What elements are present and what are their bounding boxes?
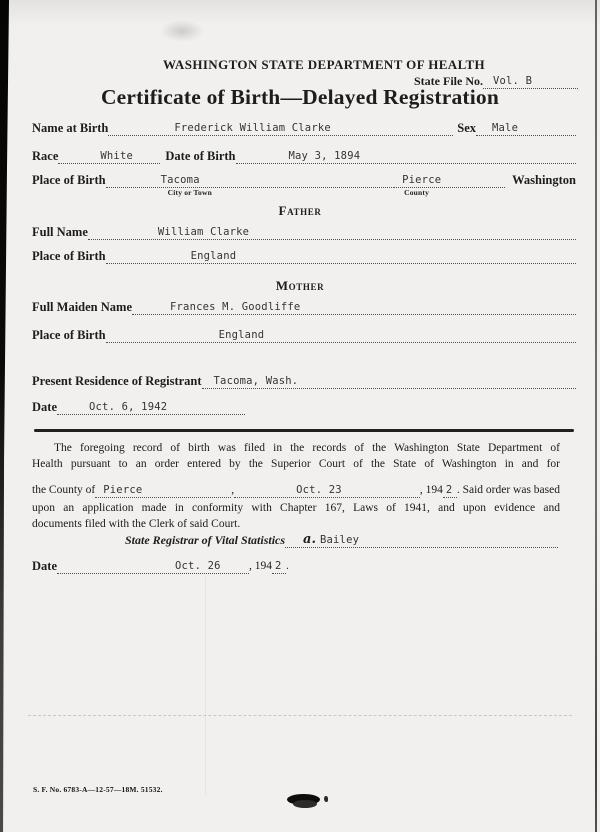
scan-edge-left-bar [0,0,9,832]
place-city-value: Tacoma [160,173,200,186]
name-at-birth-value: Frederick William Clarke [174,121,331,134]
mother-place-of-birth-blank [106,330,576,344]
certification-date-value: Oct. 26 [175,559,221,572]
mother-maiden-name-blank [132,302,576,316]
race-dob-row [32,143,576,164]
year-digit-blank [443,485,457,499]
after-year-text: . Said order was based [456,483,560,496]
filing-paragraph-2 [32,500,560,532]
father-section-heading: Father [278,203,322,218]
year-printed: , 194 [419,483,443,496]
race-label: Race [32,148,59,163]
mother-maiden-name-value: Frances M. Goodliffe [170,300,301,313]
state-file-value: Vol. B [492,74,533,87]
place-state-label: Washington [512,172,576,187]
mother-name-row [32,294,576,315]
section-divider-rule [34,429,574,432]
father-place-of-birth-value: England [190,249,237,262]
mother-section-heading: Mother [275,278,325,293]
father-full-name-blank [88,227,576,241]
certification-date-row [32,553,576,574]
mother-place-of-birth-label: Place of Birth [32,327,106,342]
scan-smudge [160,20,204,42]
mother-place-of-birth-value: England [218,328,265,341]
place-county-value: Pierce [402,173,442,186]
state-file-label: State File No. [414,74,483,88]
sex-value: Male [492,121,519,134]
certification-year-digit: 2 [275,559,282,572]
fold-crease-line [28,715,572,716]
date-of-birth-value: May 3, 1894 [288,149,361,162]
registrar-row [125,530,558,548]
sex-label: Sex [457,120,476,135]
certification-date-label: Date [32,558,57,573]
department-heading: WASHINGTON STATE DEPARTMENT OF HEALTH [162,57,486,72]
residence-value: Tacoma, Wash. [213,374,299,387]
registrar-signature-blank [285,533,558,548]
filed-date-value: Oct. 23 [296,483,342,496]
certificate-title: Certificate of Birth—Delayed Registration [100,85,500,109]
residence-label: Present Residence of Registrant [32,373,202,388]
certification-period: . [286,559,289,572]
father-place-of-birth-label: Place of Birth [32,248,106,263]
county-blank [95,485,231,499]
sex-blank [476,123,576,137]
name-sex-row [32,115,576,136]
signature-initial: a. [303,532,316,547]
father-place-of-birth-blank [106,251,576,265]
registrant-date-blank [57,402,245,416]
filing-paragraph-line: Health pursuant to an order entered by the Superior Court of the State of Washington in and for [32,458,560,470]
date-of-birth-label: Date of Birth [165,148,236,163]
county-caption: County [404,188,430,197]
ink-speck [324,796,328,802]
certification-date-blank [57,561,249,575]
place-county-blank [394,173,505,197]
registrant-date-label: Date [32,399,57,414]
county-of-label: the County of [32,483,96,496]
place-of-birth-label: Place of Birth [32,172,106,187]
form-number: S. F. No. 6783-A—12-57—18M. 51532. [33,785,163,794]
signature-surname: Bailey [319,533,360,546]
place-of-birth-row [32,167,576,197]
year-digit-value: 2 [445,483,453,496]
registrant-date-row [32,394,576,415]
filing-paragraph-1 [32,440,560,472]
certification-year-digit-blank [272,561,286,575]
registrant-date-value: Oct. 6, 1942 [89,400,168,413]
fold-crease-vertical [205,575,206,795]
father-full-name-value: William Clarke [157,225,250,238]
county-comma: , [231,483,235,496]
certification-year-printed: , 194 [249,559,272,572]
ink-blot-mark [287,794,320,805]
filed-date-blank [234,485,420,499]
residence-blank [202,376,576,390]
city-or-town-caption: City or Town [167,188,212,197]
place-city-blank [106,173,395,197]
name-at-birth-label: Name at Birth [32,120,109,135]
scan-edge-right-line [595,0,597,832]
filing-paragraph-line: documents filed with the Clerk of said Court. [32,518,241,530]
county-value: Pierce [103,483,143,496]
filing-paragraph-line: The foregoing record of birth was filed in the records of the Washington State Department of [54,442,560,454]
residence-row [32,368,576,389]
race-blank [58,151,160,165]
father-full-name-label: Full Name [32,224,88,239]
name-at-birth-blank [108,123,453,137]
county-filing-row [32,476,560,498]
registrar-label: State Registrar of Vital Statistics [125,533,286,547]
father-name-row [32,219,576,240]
date-of-birth-blank [236,151,577,165]
father-birthplace-row [32,243,576,264]
mother-birthplace-row [32,322,576,343]
race-value: White [100,149,133,162]
mother-maiden-name-label: Full Maiden Name [32,299,132,314]
filing-paragraph-line: upon an application made in conformity with Chapter 167, Laws of 1941, and upon evidence and [32,502,560,514]
